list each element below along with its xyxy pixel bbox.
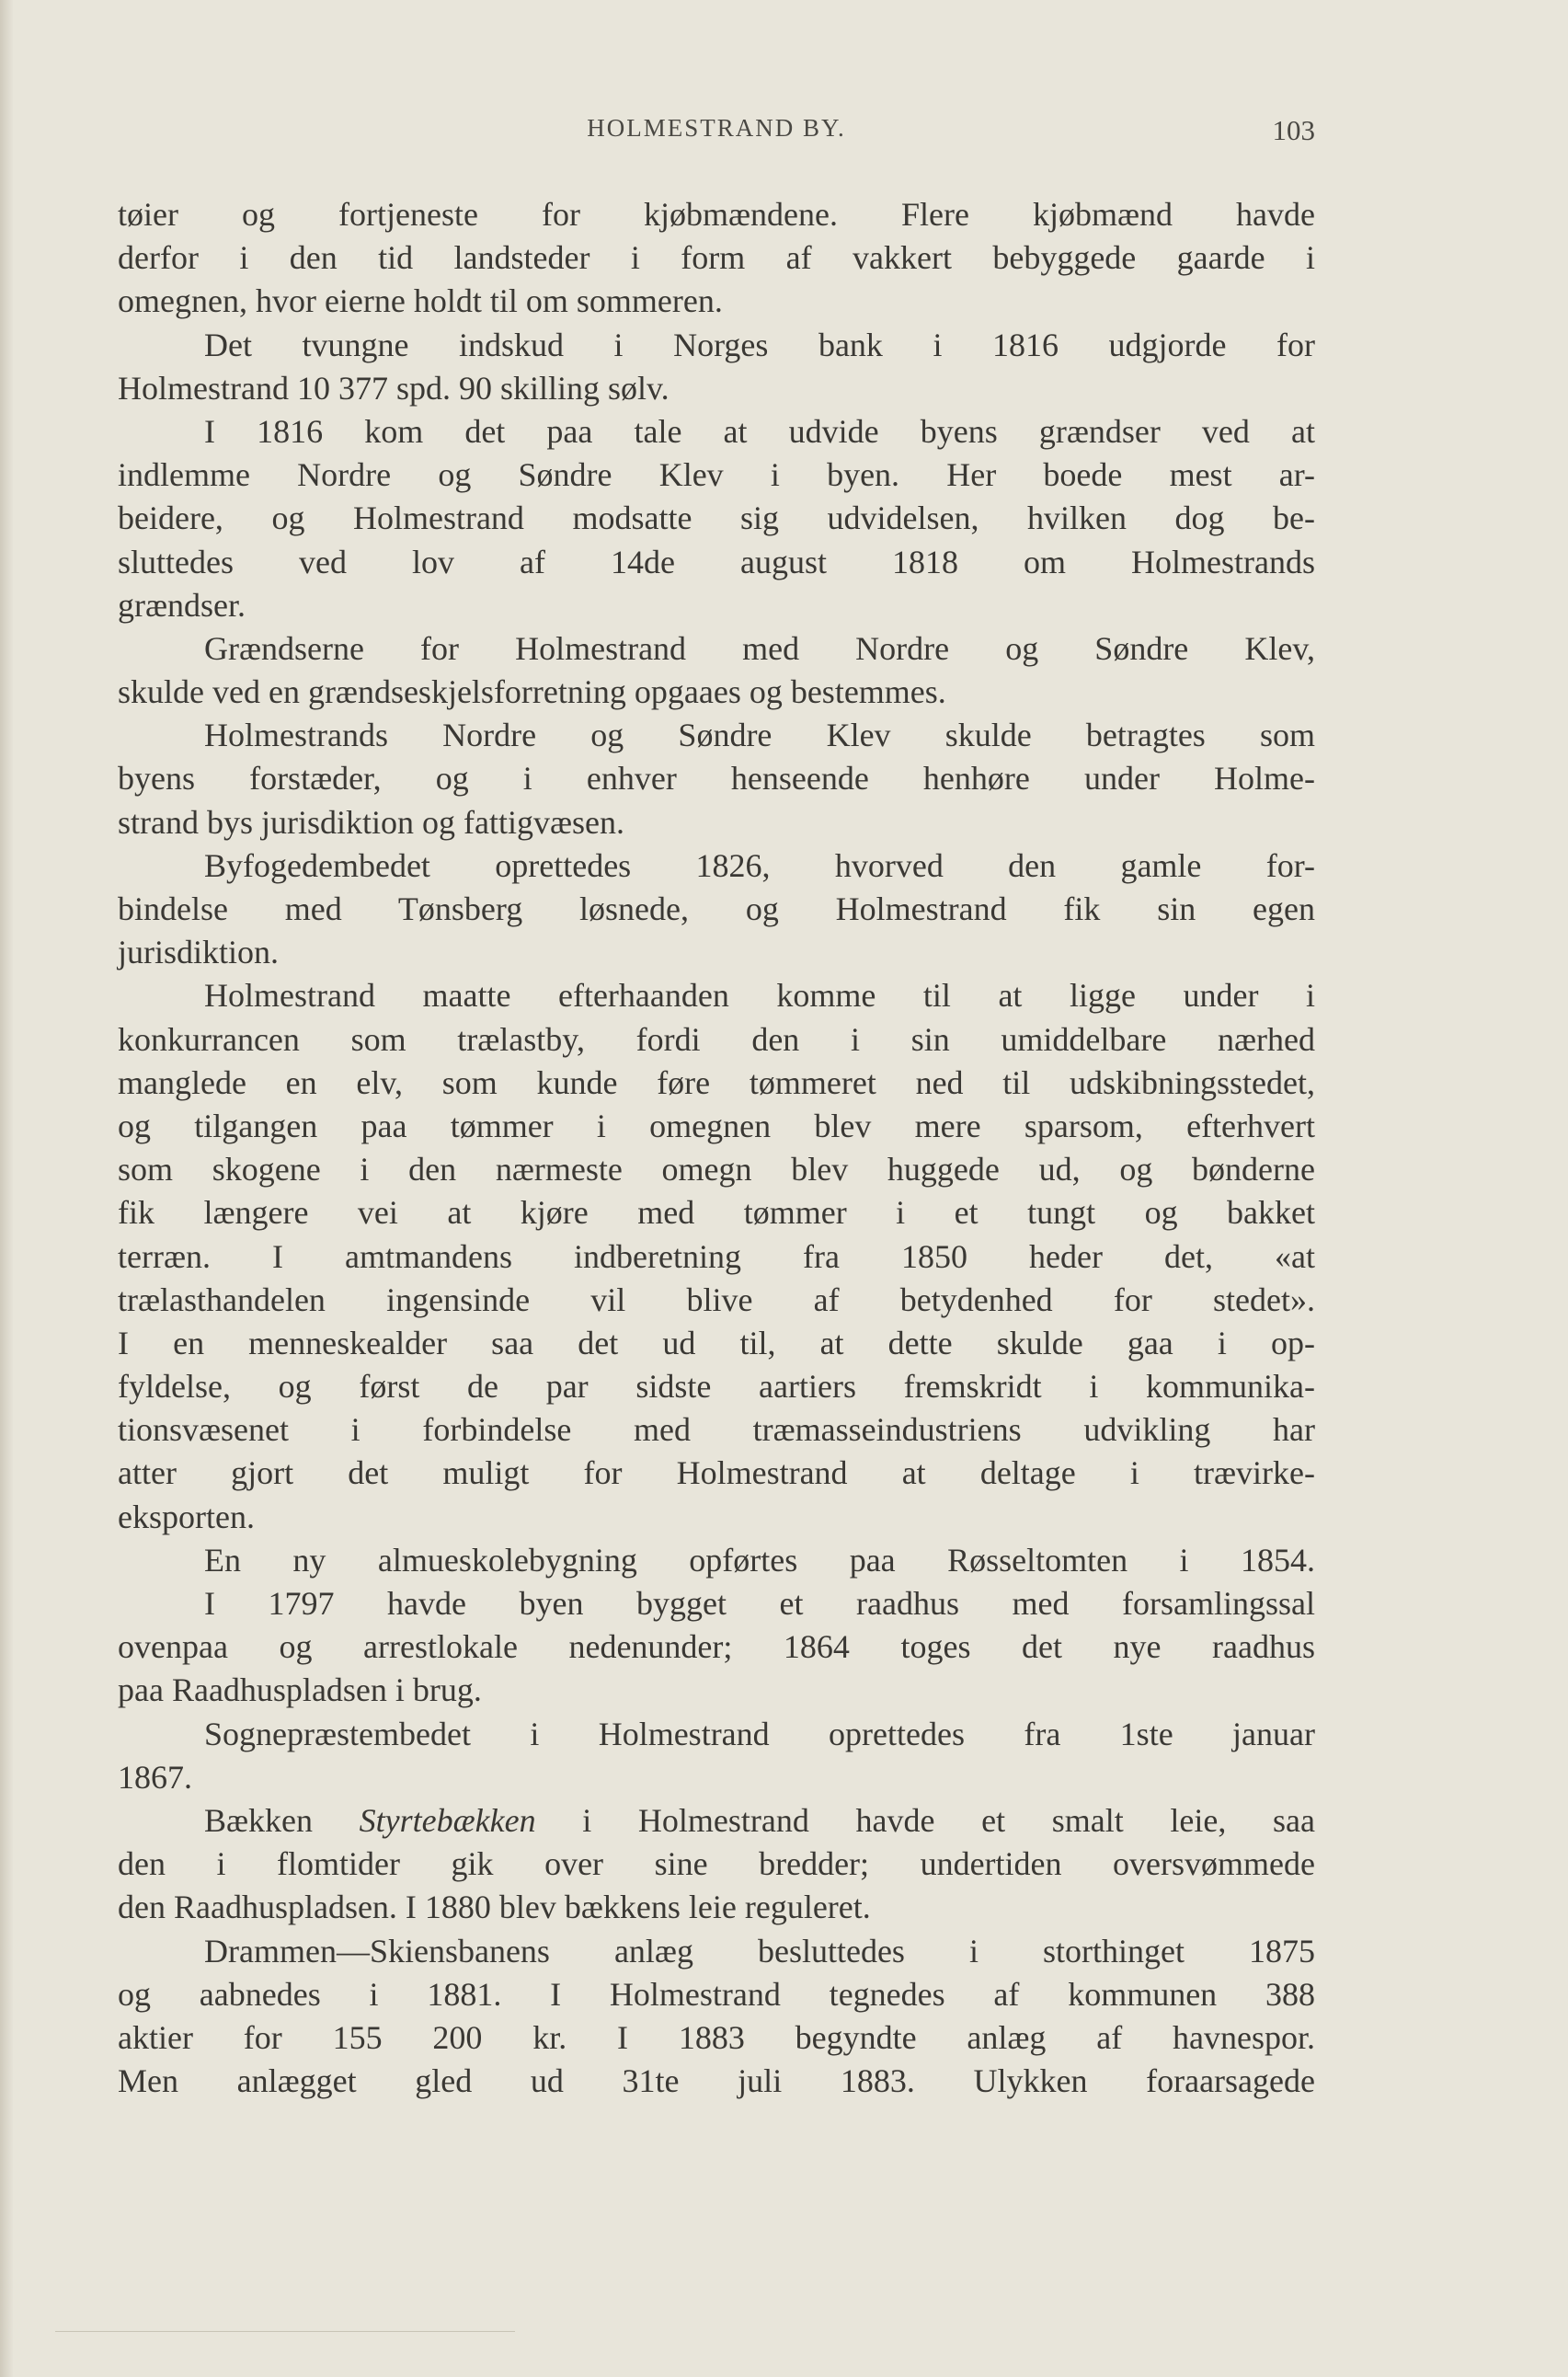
running-head: HOLMESTRAND BY.	[587, 114, 846, 142]
text-line: Sognepræstembedet i Holmestrand oprettedes fra 1ste januar	[204, 1715, 1315, 1752]
text-line: terræn. I amtmandens indberetning fra 1850 heder det, «at	[118, 1237, 1315, 1275]
text-line: Det tvungne indskud i Norges bank i 1816 udgjorde for	[204, 326, 1315, 363]
scan-edge-line	[55, 2331, 515, 2332]
text-line: grændser.	[118, 586, 246, 624]
text-line: Holmestrand maatte efterhaanden komme til at ligge under i	[204, 977, 1315, 1015]
text-line: I 1816 kom det paa tale at udvide byens grændser ved at	[204, 412, 1315, 450]
page-gutter-shadow	[0, 0, 13, 2377]
text-fragment: Bækken	[204, 1801, 360, 1839]
text-line: eksporten.	[118, 1498, 255, 1535]
text-line: 1867.	[118, 1758, 192, 1796]
text-line: I en menneskealder saa det ud til, at dette skulde gaa i op-	[118, 1324, 1315, 1361]
page-number: 103	[1272, 114, 1315, 146]
text-line: omegnen, hvor eierne holdt til om sommeren.	[118, 282, 723, 320]
text-line: byens forstæder, og i enhver henseende henhøre under Holme-	[118, 760, 1315, 798]
text-line: jurisdiktion.	[118, 934, 280, 971]
text-line: trælasthandelen ingensinde vil blive af betydenhed for stedet».	[118, 1280, 1315, 1318]
text-line: tøier og fortjeneste for kjøbmændene. Flere kjøbmænd havde	[118, 196, 1315, 233]
text-line: skulde ved en grændseskjelsforretning opgaaes og bestemmes.	[118, 673, 946, 711]
text-line: strand bys jurisdiktion og fattigvæsen.	[118, 803, 624, 841]
text-line: Byfogedembedet oprettedes 1826, hvorved den gamle for-	[204, 846, 1315, 884]
text-line: Holmestrands Nordre og Søndre Klev skulde betragtes som	[204, 717, 1315, 754]
text-line: Grændserne for Holmestrand med Nordre og Søndre Klev,	[204, 629, 1315, 667]
text-line: manglede en elv, som kunde føre tømmeret ned til udskibningsstedet,	[118, 1063, 1315, 1101]
text-line: som skogene i den nærmeste omegn blev huggede ud, og bønderne	[118, 1151, 1315, 1188]
text-line: indlemme Nordre og Søndre Klev i byen. Her boede mest ar-	[118, 456, 1315, 494]
italic-term: Styrtebækken	[359, 1801, 536, 1839]
text-line: fyldelse, og først de par sidste aartiers fremskridt i kommunika-	[118, 1368, 1315, 1406]
text-line: Holmestrand 10 377 spd. 90 skilling sølv.	[118, 369, 670, 407]
text-line: sluttedes ved lov af 14de august 1818 om Holmestrands	[118, 543, 1315, 580]
text-line: atter gjort det muligt for Holmestrand at deltage i trævirke-	[118, 1454, 1315, 1492]
text-line: derfor i den tid landsteder i form af vakkert bebyggede gaarde i	[118, 239, 1315, 277]
text-line: beidere, og Holmestrand modsatte sig udvidelsen, hvilken dog be-	[118, 500, 1315, 537]
text-line: bindelse med Tønsberg løsnede, og Holmestrand fik sin egen	[118, 890, 1315, 927]
text-line: den i flomtider gik over sine bredder; undertiden oversvømmede	[118, 1845, 1315, 1883]
text-line	[118, 1799, 1315, 1843]
text-fragment: i Holmestrand havde et smalt leie, saa	[535, 1801, 1315, 1839]
text-line: aktier for 155 200 kr. I 1883 begyndte anlæg af havnespor.	[118, 2018, 1315, 2056]
text-line: den Raadhuspladsen. I 1880 blev bækkens leie reguleret.	[118, 1889, 871, 1926]
text-line: fik længere vei at kjøre med tømmer i et tungt og bakket	[118, 1194, 1315, 1232]
text-line: paa Raadhuspladsen i brug.	[118, 1671, 482, 1709]
text-line: tionsvæsenet i forbindelse med træmasseindustriens udvikling har	[118, 1411, 1315, 1449]
text-line: I 1797 havde byen bygget et raadhus med forsamlingssal	[204, 1585, 1315, 1622]
text-line: En ny almueskolebygning opførtes paa Røsseltomten i 1854.	[204, 1541, 1315, 1579]
body-text	[118, 193, 1315, 2103]
page-header	[118, 114, 1315, 151]
text-line: og aabnedes i 1881. I Holmestrand tegnedes af kommunen 388	[118, 1975, 1315, 2013]
text-line: og tilgangen paa tømmer i omegnen blev mere sparsom, efterhvert	[118, 1107, 1315, 1144]
text-line: ovenpaa og arrestlokale nedenunder; 1864 toges det nye raadhus	[118, 1628, 1315, 1666]
text-line: konkurrancen som trælastby, fordi den i sin umiddelbare nærhed	[118, 1020, 1315, 1058]
text-line: Drammen—Skiensbanens anlæg besluttedes i storthinget 1875	[204, 1932, 1315, 1969]
text-line: Men anlægget gled ud 31te juli 1883. Ulykken foraarsagede	[118, 2062, 1315, 2100]
